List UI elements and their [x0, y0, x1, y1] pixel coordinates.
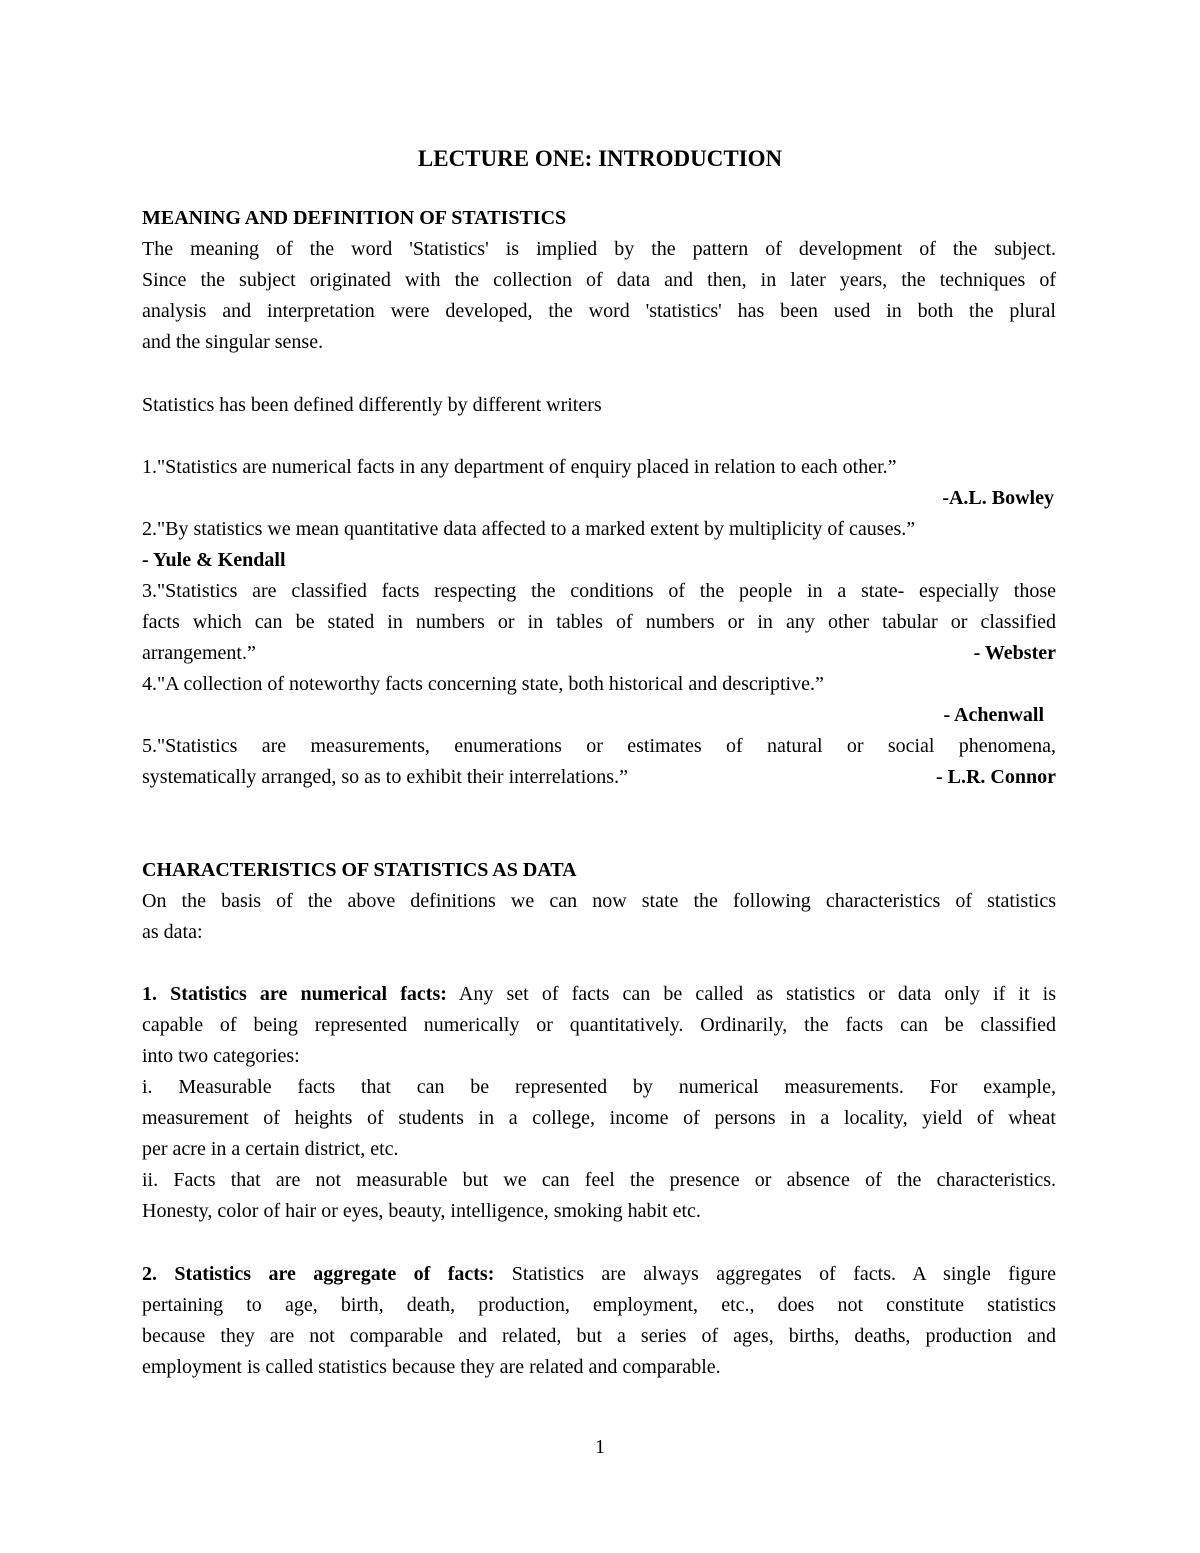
paragraph-line: On the basis of the above definitions we can now state the following characteristics of statistics [142, 890, 1056, 912]
definition-line: systematically arranged, so as to exhibit their interrelations.” [142, 766, 628, 788]
definition-line: 5."Statistics are measurements, enumerations or estimates of natural or social phenomena, [142, 735, 1056, 757]
paragraph-line: The meaning of the word 'Statistics' is implied by the pattern of development of the subject. [142, 238, 1056, 260]
paragraph-line: and the singular sense. [142, 331, 324, 353]
definition-author: - Webster [973, 642, 1056, 664]
definition-line: 3."Statistics are classified facts respecting the conditions of the people in a state- especially those [142, 580, 1056, 602]
paragraph-line: Any set of facts can be called as statistics or data only if it is [446, 983, 1057, 1005]
paragraph-line: employment is called statistics because they are related and comparable. [142, 1356, 721, 1378]
paragraph-line: capable of being represented numerically or quantitatively. Ordinarily, the facts can be classified [142, 1014, 1056, 1036]
definition-line: facts which can be stated in numbers or in tables of numbers or in any other tabular or classified [142, 611, 1056, 633]
definition-author: - L.R. Connor [935, 766, 1056, 788]
definition-author: - Yule & Kendall [142, 549, 286, 571]
item-label: 2. Statistics are aggregate of facts: [142, 1263, 495, 1285]
item-label: 1. Statistics are numerical facts: [142, 983, 447, 1005]
definition-line: 2."By statistics we mean quantitative data affected to a marked extent by multiplicity of causes.” [142, 518, 916, 540]
paragraph-line: measurement of heights of students in a college, income of persons in a locality, yield of wheat [142, 1107, 1056, 1129]
definition-line: 4."A collection of noteworthy facts concerning state, both historical and descriptive.” [142, 673, 824, 695]
paragraph-line: ii. Facts that are not measurable but we can feel the presence or absence of the characteristics. [142, 1169, 1056, 1191]
definition-line: 1."Statistics are numerical facts in any department of enquiry placed in relation to each other.” [142, 456, 897, 478]
paragraph-line: pertaining to age, birth, death, production, employment, etc., does not constitute statistics [142, 1294, 1056, 1316]
paragraph-line: as data: [142, 921, 203, 943]
paragraph-line: because they are not comparable and related, but a series of ages, births, deaths, production and [142, 1325, 1056, 1347]
definition-line: arrangement.” [142, 642, 256, 664]
definition-author: - Achenwall [943, 704, 1044, 726]
paragraph-line: analysis and interpretation were developed, the word 'statistics' has been used in both the plural [142, 300, 1056, 322]
definitions-intro: Statistics has been defined differently by different writers [142, 394, 602, 416]
paragraph-line: Statistics are always aggregates of facts. A single figure [494, 1263, 1056, 1285]
paragraph-line: Honesty, color of hair or eyes, beauty, intelligence, smoking habit etc. [142, 1200, 701, 1222]
section-heading-meaning: MEANING AND DEFINITION OF STATISTICS [142, 207, 567, 229]
paragraph-line: i. Measurable facts that can be represented by numerical measurements. For example, [142, 1076, 1056, 1098]
paragraph-line: into two categories: [142, 1045, 300, 1067]
section-heading-characteristics: CHARACTERISTICS OF STATISTICS AS DATA [142, 859, 577, 881]
definition-author: -A.L. Bowley [942, 487, 1054, 509]
list-item-heading-line [142, 979, 1056, 1010]
paragraph-line: per acre in a certain district, etc. [142, 1138, 399, 1160]
paragraph-line: Since the subject originated with the collection of data and then, in later years, the techniques of [142, 269, 1056, 291]
list-item-heading-line [142, 1259, 1056, 1290]
page-number: 1 [595, 1436, 605, 1458]
page-title: LECTURE ONE: INTRODUCTION [417, 146, 783, 171]
